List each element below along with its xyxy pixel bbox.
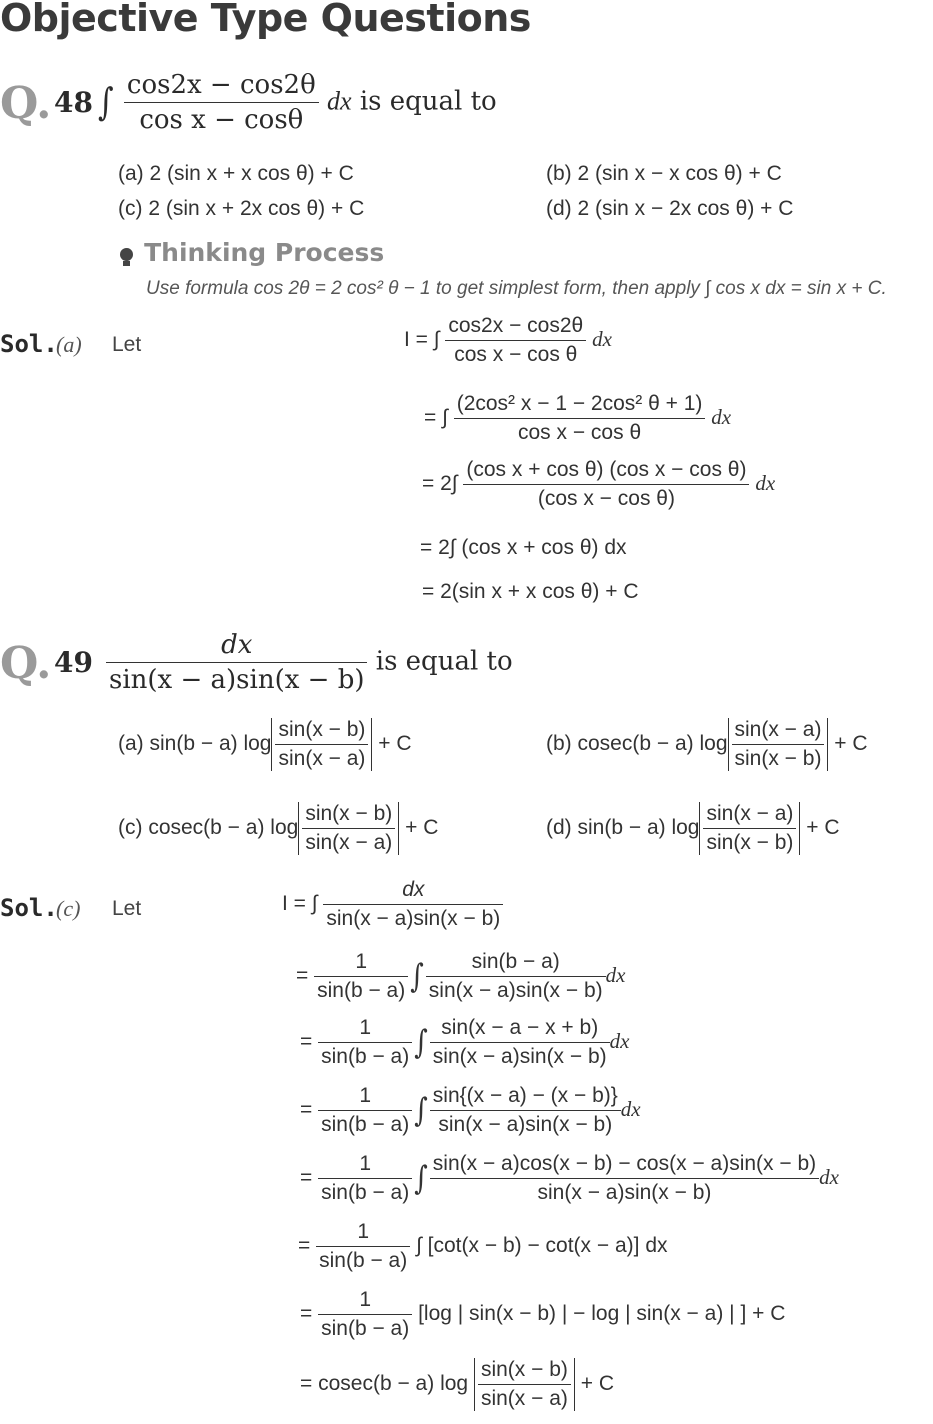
- step-2-dx: dx: [711, 405, 732, 430]
- question-48-tail: is equal to: [359, 86, 497, 117]
- step-3-fraction: [463, 458, 749, 511]
- line-3-integral: ∫: [414, 1023, 428, 1062]
- line-2-denominator: sin(x − a)sin(x − b): [428, 979, 603, 1002]
- q49-option-c[interactable]: [118, 802, 438, 855]
- q48-sol-step-5: = 2(sin x + x cos θ) + C: [422, 580, 639, 603]
- line-3-numerator: sin(x − a − x + b): [430, 1016, 610, 1043]
- option-d-abs: [699, 802, 800, 855]
- step-1-numerator: cos2x − cos2θ: [445, 314, 586, 341]
- line-3-dx: dx: [609, 1029, 630, 1054]
- question-49-tail: is equal to: [375, 646, 513, 677]
- option-b-abs: [728, 718, 829, 771]
- q48-option-d[interactable]: (d) 2 (sin x − 2x cos θ) + C: [546, 197, 794, 220]
- option-a-suffix: + C: [378, 732, 412, 756]
- line-6-eq: =: [298, 1234, 311, 1258]
- line-7-eq: =: [300, 1302, 313, 1326]
- line-8-numerator: sin(x − b): [478, 1358, 571, 1385]
- option-b-fraction: [732, 718, 825, 771]
- line-8-prefix: = cosec(b − a) log: [300, 1372, 469, 1396]
- solution-label-49: Sol.: [0, 894, 58, 922]
- step-2-fraction: [454, 392, 706, 445]
- q49-sol-line-7: [300, 1288, 785, 1341]
- option-c-denominator: sin(x − a): [305, 831, 393, 854]
- line-4-eq: =: [300, 1098, 313, 1122]
- solution-label-48: Sol.: [0, 330, 58, 358]
- option-a-prefix: (a) sin(b − a) log: [118, 732, 272, 756]
- line-2-coef: [314, 950, 408, 1003]
- question-number-48: 48: [54, 86, 93, 119]
- question-mark-49: Q.: [0, 638, 52, 689]
- line-7-coef-num: 1: [318, 1288, 412, 1315]
- step-1-lhs: I = ∫: [404, 328, 440, 352]
- line-6-coef-den: sin(b − a): [319, 1249, 408, 1272]
- step-3-dx: dx: [755, 471, 776, 496]
- line-7-body: [log | sin(x − b) | − log | sin(x − a) | ] + C: [418, 1302, 786, 1326]
- option-a-numerator: sin(x − b): [275, 718, 368, 745]
- option-a-denominator: sin(x − a): [278, 747, 366, 770]
- q49-sol-line-8: [300, 1358, 614, 1411]
- option-b-prefix: (b) cosec(b − a) log: [546, 732, 728, 756]
- q48-option-a[interactable]: (a) 2 (sin x + x cos θ) + C: [118, 162, 354, 185]
- option-c-fraction: [302, 802, 395, 855]
- q49-option-a[interactable]: [118, 718, 412, 771]
- page-heading: Objective Type Questions: [0, 0, 531, 40]
- q48-option-c[interactable]: (c) 2 (sin x + 2x cos θ) + C: [118, 197, 365, 220]
- line-3-denominator: sin(x − a)sin(x − b): [432, 1045, 607, 1068]
- line-2-dx: dx: [605, 963, 626, 988]
- option-c-prefix: (c) cosec(b − a) log: [118, 816, 299, 840]
- step-3-numerator: (cos x + cos θ) (cos x − cos θ): [463, 458, 749, 485]
- step-1-fraction: [445, 314, 586, 367]
- step-3-lhs: = 2∫: [422, 472, 458, 496]
- thinking-process-header: [120, 238, 384, 267]
- question-48-dx: dx: [327, 86, 352, 116]
- line-4-coef-num: 1: [318, 1084, 412, 1111]
- q48-sol-step-3: [422, 458, 775, 511]
- option-a-abs: [271, 718, 372, 771]
- step-2-numerator: (2cos² x − 1 − 2cos² θ + 1): [454, 392, 706, 419]
- line-2-coef-num: 1: [314, 950, 408, 977]
- q49-sol-line-2: [296, 950, 626, 1003]
- line-3-eq: =: [300, 1030, 313, 1054]
- question-48-statement: [96, 70, 497, 135]
- line-8-suffix: + C: [580, 1372, 614, 1396]
- line-7-coef-den: sin(b − a): [321, 1317, 410, 1340]
- option-b-denominator: sin(x − b): [734, 747, 822, 770]
- line-5-dx: dx: [819, 1165, 839, 1190]
- line-4-denominator: sin(x − a)sin(x − b): [438, 1113, 613, 1136]
- line-6-coef: [316, 1220, 410, 1273]
- line-5-numerator: sin(x − a)cos(x − b) − cos(x − a)sin(x − b): [430, 1152, 819, 1179]
- thinking-process-body: Use formula cos 2θ = 2 cos² θ − 1 to get simplest form, then apply ∫ cos x dx = sin x + C.: [146, 278, 887, 299]
- line-3-coef-num: 1: [318, 1016, 412, 1043]
- line-3-fraction: [430, 1016, 610, 1069]
- line-1-numerator: dx: [323, 878, 503, 905]
- thinking-process-title: Thinking Process: [144, 238, 385, 267]
- q48-sol-step-4: = 2∫ (cos x + cos θ) dx: [420, 536, 627, 559]
- line-4-fraction: [430, 1084, 621, 1137]
- line-5-eq: =: [300, 1166, 313, 1190]
- option-d-denominator: sin(x − b): [706, 831, 794, 854]
- option-d-prefix: (d) sin(b − a) log: [546, 816, 700, 840]
- line-2-integral: ∫: [410, 957, 424, 996]
- line-6-coef-num: 1: [316, 1220, 410, 1247]
- q49-sol-line-1: [282, 878, 503, 931]
- option-b-numerator: sin(x − a): [732, 718, 825, 745]
- question-mark-48: Q.: [0, 78, 52, 129]
- line-2-coef-den: sin(b − a): [317, 979, 406, 1002]
- integral-sign: ∫: [98, 80, 114, 125]
- line-4-numerator: sin{(x − a) − (x − b)}: [430, 1084, 621, 1111]
- line-1-denominator: sin(x − a)sin(x − b): [326, 907, 501, 930]
- line-5-denominator: sin(x − a)sin(x − b): [537, 1181, 712, 1204]
- q49-sol-line-4: [300, 1084, 641, 1137]
- line-8-fraction: [478, 1358, 571, 1411]
- question-number-49: 49: [54, 646, 93, 679]
- line-3-coef: [318, 1016, 412, 1069]
- step-2-denominator: cos x − cos θ: [517, 421, 642, 444]
- option-c-numerator: sin(x − b): [302, 802, 395, 829]
- solution-answer-48: (a): [56, 332, 82, 357]
- line-5-coef-num: 1: [318, 1152, 412, 1179]
- question-49-denominator: sin(x − a)sin(x − b): [109, 665, 365, 695]
- question-49-statement: [106, 630, 513, 695]
- line-5-fraction: [430, 1152, 819, 1205]
- line-6-body: ∫ [cot(x − b) − cot(x − a)] dx: [416, 1234, 668, 1258]
- q49-sol-line-5: [300, 1152, 839, 1205]
- line-4-integral: ∫: [414, 1091, 428, 1130]
- q49-option-d[interactable]: [546, 802, 840, 855]
- question-48-numerator: cos2x − cos2θ: [124, 70, 319, 103]
- option-c-abs: [298, 802, 399, 855]
- q49-sol-line-6: [298, 1220, 668, 1273]
- line-5-coef: [318, 1152, 412, 1205]
- line-1-lhs: I = ∫: [282, 892, 318, 916]
- q49-sol-line-3: [300, 1016, 630, 1069]
- step-2-lhs: = ∫: [424, 406, 448, 430]
- step-3-denominator: (cos x − cos θ): [537, 487, 675, 510]
- q49-option-b[interactable]: [546, 718, 868, 771]
- q48-sol-step-2: [424, 392, 731, 445]
- solution-let-48: Let: [112, 333, 142, 356]
- line-5-coef-den: sin(b − a): [321, 1181, 410, 1204]
- option-d-numerator: sin(x − a): [703, 802, 796, 829]
- option-b-suffix: + C: [834, 732, 868, 756]
- question-48-denominator: cos x − cosθ: [139, 105, 304, 135]
- step-1-denominator: cos x − cos θ: [454, 343, 578, 366]
- lightbulb-icon: [120, 248, 133, 261]
- question-49-fraction: [106, 630, 367, 695]
- line-8-denominator: sin(x − a): [480, 1387, 568, 1410]
- line-8-abs: [474, 1358, 575, 1411]
- line-4-dx: dx: [620, 1097, 641, 1122]
- line-4-coef-den: sin(b − a): [321, 1113, 410, 1136]
- q48-sol-step-1: [404, 314, 612, 367]
- option-a-fraction: [275, 718, 368, 771]
- line-2-fraction: [426, 950, 606, 1003]
- line-4-coef: [318, 1084, 412, 1137]
- q48-option-b[interactable]: (b) 2 (sin x − x cos θ) + C: [546, 162, 782, 185]
- solution-answer-49: (c): [56, 896, 81, 921]
- solution-let-49: Let: [112, 897, 142, 920]
- option-c-suffix: + C: [405, 816, 439, 840]
- line-5-integral: ∫: [414, 1159, 428, 1198]
- step-1-dx: dx: [592, 327, 612, 352]
- line-7-coef: [318, 1288, 412, 1341]
- line-2-numerator: sin(b − a): [426, 950, 606, 977]
- line-2-eq: =: [296, 964, 309, 988]
- line-1-fraction: [323, 878, 503, 931]
- question-49-numerator: dx: [106, 630, 367, 663]
- option-d-fraction: [703, 802, 796, 855]
- question-48-fraction: [124, 70, 319, 135]
- line-3-coef-den: sin(b − a): [321, 1045, 410, 1068]
- option-d-suffix: + C: [806, 816, 840, 840]
